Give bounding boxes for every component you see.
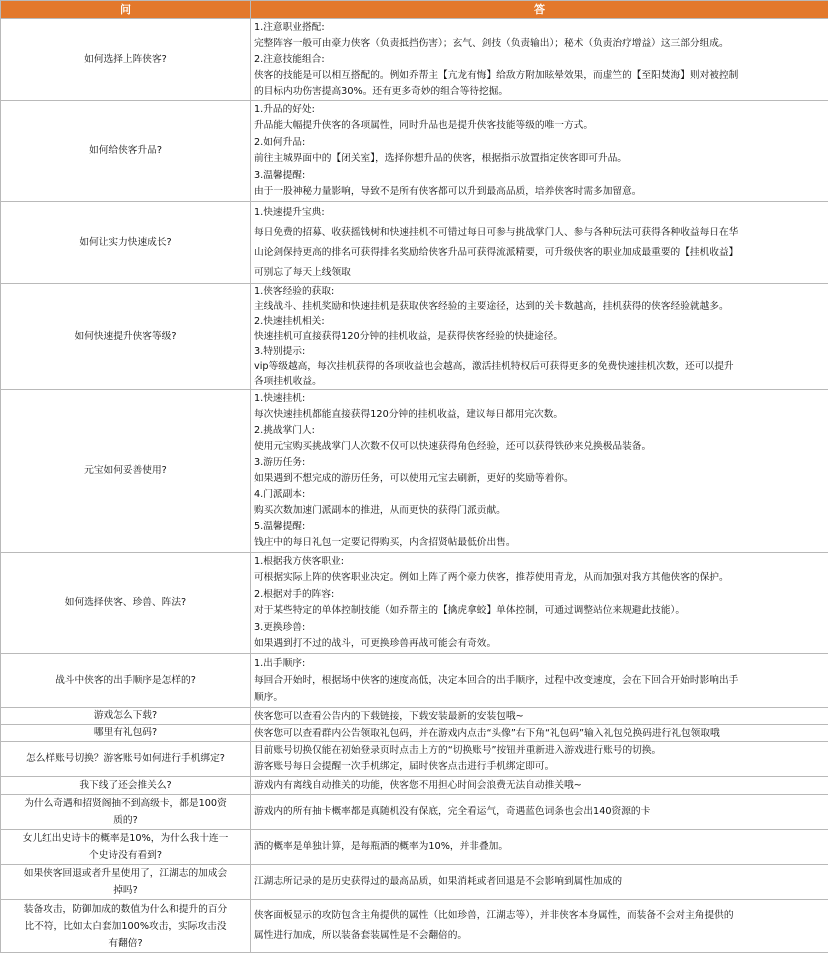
- answer-line: 1.注意职业搭配:: [254, 20, 825, 36]
- answer-line: 3.特别提示:: [254, 344, 825, 359]
- answer-cell: [251, 19, 828, 101]
- question-text: 如果侠客回退或者升星使用了，江湖志的加成会: [4, 865, 247, 882]
- faq-row: [1, 725, 828, 742]
- answer-line: 每日免费的招募、收获摇钱树和快速挂机不可错过每日可参与挑战掌门人、参与各种玩法可获得各种收益每日在华: [254, 223, 825, 243]
- answer-line: 每次快速挂机都能直接获得120分钟的挂机收益，建议每日都用完次数。: [254, 407, 825, 423]
- answer-line: 如果遇到不想完成的游历任务，可以使用元宝去刷新，更好的奖励等着你。: [254, 471, 825, 487]
- answer-line: 1.快速提升宝典:: [254, 203, 825, 223]
- question-cell: [1, 390, 251, 553]
- faq-row: [1, 390, 828, 553]
- question-cell: [1, 202, 251, 284]
- answer-line: 可别忘了每天上线领取: [254, 263, 825, 283]
- faq-row: [1, 654, 828, 708]
- answer-cell: [251, 708, 828, 725]
- faq-body: [1, 19, 828, 953]
- answer-column-header: 答: [251, 1, 828, 19]
- question-text: 我下线了还会推关么?: [4, 778, 247, 794]
- question-text: 女儿红出史诗卡的概率是10%，为什么我十连一: [4, 830, 247, 847]
- answer-line: 1.出手顺序:: [254, 655, 825, 672]
- question-cell: [1, 777, 251, 795]
- answer-cell: [251, 900, 828, 953]
- answer-cell: [251, 654, 828, 708]
- answer-line: 使用元宝购买挑战掌门人次数不仅可以快速获得角色经验，还可以获得铁砂来兑换极品装备。: [254, 439, 825, 455]
- answer-line: 侠客您可以查看公告内的下载链接，下载安装最新的安装包哦~: [254, 709, 825, 724]
- answer-line: 钱庄中的每日礼包一定要记得购买，内含招贤帖最低价出售。: [254, 535, 825, 551]
- answer-line: 各项挂机收益。: [254, 374, 825, 389]
- answer-cell: [251, 553, 828, 654]
- question-cell: [1, 101, 251, 202]
- answer-line: 侠客面板显示的攻防包含主角提供的属性（比如珍兽，江湖志等），并非侠客本身属性，而装备不会对主角提供的: [254, 906, 825, 926]
- question-column-header: 问: [1, 1, 251, 19]
- answer-line: 游戏内有离线自动推关的功能，侠客您不用担心时间会浪费无法自动推关哦~: [254, 778, 825, 794]
- answer-line: 侠客您可以查看群内公告领取礼包码，并在游戏内点击“头像”右下角“礼包码”输入礼包兑换码进行礼包领取哦: [254, 726, 825, 741]
- question-text: 装备攻击，防御加成的数值为什么和提升的百分: [4, 901, 247, 918]
- answer-line: 江湖志所记录的是历史获得过的最高品质，如果消耗或者回退是不会影响到属性加成的: [254, 872, 825, 892]
- answer-cell: [251, 742, 828, 777]
- answer-line: 2.快速挂机相关:: [254, 314, 825, 329]
- question-cell: [1, 19, 251, 101]
- answer-cell: [251, 865, 828, 900]
- question-text: 如何选择上阵侠客?: [4, 52, 247, 68]
- question-text: 如何让实力快速成长?: [4, 235, 247, 251]
- answer-line: 游戏内的所有抽卡概率都是真随机没有保底，完全看运气，奇遇蓝色词条也会出140资源的卡: [254, 802, 825, 822]
- question-cell: [1, 725, 251, 742]
- question-cell: [1, 742, 251, 777]
- answer-line: 1.升品的好处:: [254, 102, 825, 119]
- faq-row: [1, 742, 828, 777]
- answer-cell: [251, 101, 828, 202]
- question-text: 比不符，比如太白套加100%攻击，实际攻击没: [4, 918, 247, 935]
- answer-line: 2.根据对手的阵容:: [254, 587, 825, 604]
- answer-cell: [251, 284, 828, 390]
- answer-line: 2.如何升品:: [254, 135, 825, 152]
- question-text: 哪里有礼包码?: [4, 725, 247, 741]
- question-cell: [1, 865, 251, 900]
- answer-cell: [251, 390, 828, 553]
- answer-line: 1.快速挂机:: [254, 391, 825, 407]
- question-cell: [1, 795, 251, 830]
- answer-cell: [251, 830, 828, 865]
- faq-row: [1, 777, 828, 795]
- question-cell: [1, 708, 251, 725]
- answer-line: 可根据实际上阵的侠客职业决定。例如上阵了两个豪力侠客，推荐使用青龙，从而加强对我方其他侠客的保护。: [254, 570, 825, 587]
- answer-line: 主线战斗、挂机奖励和快速挂机是获取侠客经验的主要途径，达到的关卡数越高，挂机获得的侠客经验就越多。: [254, 299, 825, 314]
- answer-line: 前往主城界面中的【闭关室】，选择你想升品的侠客，根据指示放置指定侠客即可升品。: [254, 151, 825, 168]
- question-text: 有翻倍?: [4, 935, 247, 952]
- answer-line: 山论剑保持更高的排名可获得排名奖励给侠客升品可获得流派精要，可升级侠客的职业加成最重要的【挂机收益】: [254, 243, 825, 263]
- answer-line: 每回合开始时，根据场中侠客的速度高低，决定本回合的出手顺序，过程中改变速度，会在下回合开始时影响出手: [254, 672, 825, 689]
- question-cell: [1, 553, 251, 654]
- question-text: 质的?: [4, 812, 247, 829]
- faq-row: [1, 865, 828, 900]
- answer-line: 对于某些特定的单体控制技能（如乔帮主的【擒虎拿蛟】单体控制，可通过调整站位来规避此技能）。: [254, 603, 825, 620]
- faq-row: [1, 553, 828, 654]
- question-text: 战斗中侠客的出手顺序是怎样的?: [4, 673, 247, 689]
- question-text: 元宝如何妥善使用?: [4, 463, 247, 479]
- answer-cell: [251, 202, 828, 284]
- faq-row: [1, 101, 828, 202]
- answer-line: 由于一股神秘力量影响，导致不是所有侠客都可以升到最高品质，培养侠客时需多加留意。: [254, 184, 825, 201]
- answer-line: 1.根据我方侠客职业:: [254, 554, 825, 571]
- answer-line: 3.更换珍兽:: [254, 620, 825, 637]
- question-text: 为什么奇遇和招贤阁抽不到高级卡，都是100资: [4, 795, 247, 812]
- question-cell: [1, 284, 251, 390]
- faq-row: [1, 202, 828, 284]
- answer-line: 1.侠客经验的获取:: [254, 284, 825, 299]
- header-row: [1, 1, 828, 19]
- question-text: 游戏怎么下载?: [4, 708, 247, 724]
- faq-row: [1, 900, 828, 953]
- answer-line: 5.温馨提醒:: [254, 519, 825, 535]
- answer-line: 2.挑战掌门人:: [254, 423, 825, 439]
- question-text: 如何快速提升侠客等级?: [4, 329, 247, 345]
- question-text: 个史诗没有看到?: [4, 847, 247, 864]
- answer-line: 如果遇到打不过的战斗，可更换珍兽再战可能会有奇效。: [254, 636, 825, 653]
- answer-line: 属性进行加成，所以装备套装属性是不会翻倍的。: [254, 926, 825, 946]
- faq-row: [1, 830, 828, 865]
- answer-line: 的目标内功伤害提高30%。还有更多奇妙的组合等待挖掘。: [254, 84, 825, 100]
- answer-line: 3.游历任务:: [254, 455, 825, 471]
- faq-row: [1, 708, 828, 725]
- answer-line: 顺序。: [254, 689, 825, 706]
- answer-line: 升品能大幅提升侠客的各项属性，同时升品也是提升侠客技能等级的唯一方式。: [254, 118, 825, 135]
- answer-line: 目前账号切换仅能在初始登录页时点击上方的“切换账号”按钮并重新进入游戏进行账号的切换。: [254, 743, 825, 760]
- question-text: 怎么样账号切换？游客账号如何进行手机绑定?: [4, 751, 247, 767]
- answer-line: 快速挂机可直接获得120分钟的挂机收益，是获得侠客经验的快捷途径。: [254, 329, 825, 344]
- answer-line: 游客账号每日会提醒一次手机绑定，届时侠客点击进行手机绑定即可。: [254, 759, 825, 776]
- question-text: 掉吗?: [4, 882, 247, 899]
- question-text: 如何给侠客升品?: [4, 143, 247, 159]
- answer-line: 2.注意技能组合:: [254, 52, 825, 68]
- question-cell: [1, 900, 251, 953]
- answer-line: vip等级越高，每次挂机获得的各项收益也会越高，激活挂机特权后可获得更多的免费快速挂机次数，还可以提升: [254, 359, 825, 374]
- answer-line: 酒的概率是单独计算，是每瓶酒的概率为10%，并非叠加。: [254, 837, 825, 857]
- answer-cell: [251, 795, 828, 830]
- answer-cell: [251, 725, 828, 742]
- faq-row: [1, 19, 828, 101]
- answer-line: 完整阵容一般可由豪力侠客（负责抵挡伤害）；玄气、剑技（负责输出）；秘术（负责治疗增益）这三部分组成。: [254, 36, 825, 52]
- question-text: 如何选择侠客、珍兽、阵法?: [4, 595, 247, 611]
- question-cell: [1, 830, 251, 865]
- answer-line: 购买次数加速门派副本的推进，从而更快的获得门派贡献。: [254, 503, 825, 519]
- answer-line: 侠客的技能是可以相互搭配的。例如乔帮主【亢龙有悔】给敌方附加眩晕效果，而虚竺的【至阳焚海】则对被控制: [254, 68, 825, 84]
- faq-row: [1, 284, 828, 390]
- question-cell: [1, 654, 251, 708]
- answer-line: 3.温馨提醒:: [254, 168, 825, 185]
- faq-row: [1, 795, 828, 830]
- answer-cell: [251, 777, 828, 795]
- answer-line: 4.门派副本:: [254, 487, 825, 503]
